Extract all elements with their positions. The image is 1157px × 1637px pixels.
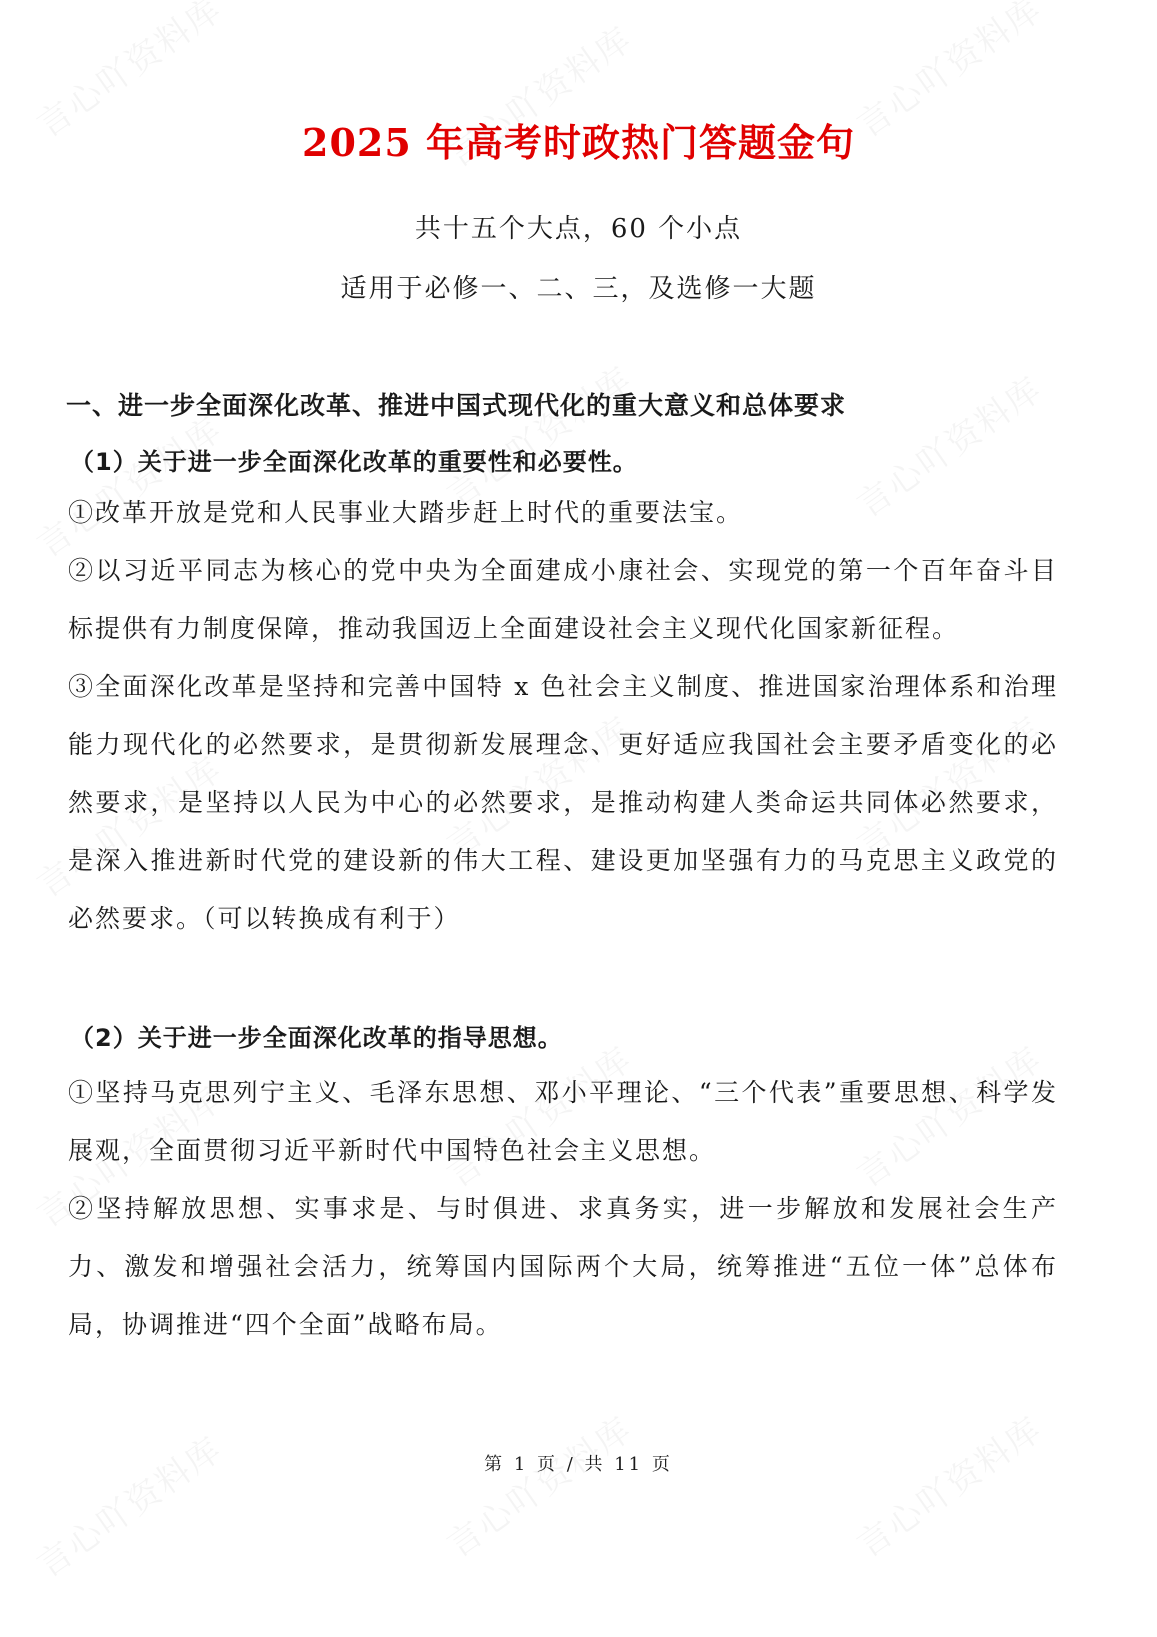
- paragraph: ①改革开放是党和人民事业大踏步赶上时代的重要法宝。: [68, 498, 744, 527]
- page-number-footer: 第 1 页 / 共 11 页: [484, 1454, 673, 1475]
- paragraph: ②坚持解放思想、实事求是、与时俱进、求真务实，进一步解放和发展社会生产力、激发和增强社会活力，统筹国内国际两个大局，统筹推进“五位一体”总体布局，协调推进“四个全面”战略布局。: [68, 1194, 1058, 1339]
- paragraph: ①坚持马克思列宁主义、毛泽东思想、邓小平理论、“三个代表”重要思想、科学发展观，全面贯彻习近平新时代中国特色社会主义思想。: [68, 1078, 1058, 1165]
- paragraph: ②以习近平同志为核心的党中央为全面建成小康社会、实现党的第一个百年奋斗目标提供有力制度保障，推动我国迈上全面建设社会主义现代化国家新征程。: [68, 556, 1058, 643]
- subsection-heading: （2）关于进一步全面深化改革的指导思想。: [70, 1024, 563, 1052]
- subsection-heading: （1）关于进一步全面深化改革的重要性和必要性。: [70, 448, 638, 476]
- paragraph: ③全面深化改革是坚持和完善中国特 x 色社会主义制度、推进国家治理体系和治理能力现代化的必然要求，是贯彻新发展理念、更好适应我国社会主要矛盾变化的必然要求，是坚持以人民为中心的必然要求，是推动构建人类命运共同体必然要求，是深入推进新时代党的建设新的伟大工程、建设更加坚强有力的马克思主义政党的必然要求。（可以转换成有利于）: [68, 672, 1058, 933]
- subtitle-point-count: 共十五个大点，60 个小点: [414, 214, 743, 244]
- document-title: 2025 年高考时政热门答题金句: [302, 120, 855, 165]
- subtitle-scope: 适用于必修一、二、三，及选修一大题: [340, 274, 817, 304]
- section-heading: 一、进一步全面深化改革、推进中国式现代化的重大意义和总体要求: [66, 391, 847, 420]
